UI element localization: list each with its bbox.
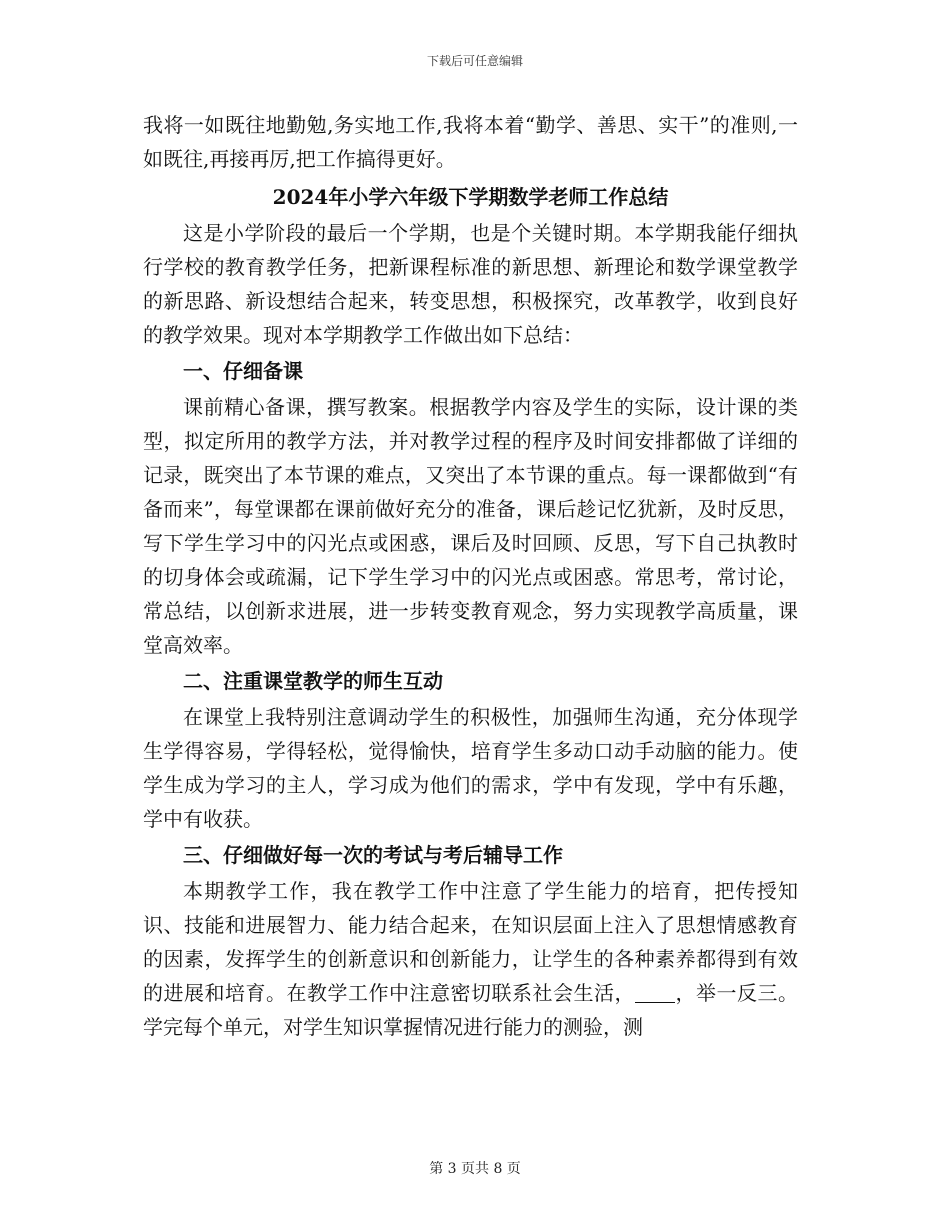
- page-footer: 第 3 页共 8 页: [429, 1161, 521, 1177]
- section-body-2: 在课堂上我特别注意调动学生的积极性，加强师生沟通，充分体现学生学得容易，学得轻松，觉得愉快，培育学生多动口动手动脑的能力。使学生成为学习的主人，学习成为他们的需求，学中有发现，学中有乐趣，学中有收获。: [143, 705, 798, 831]
- page-header: 下载后可任意编辑: [426, 54, 523, 68]
- section-body-3: [143, 874, 798, 1044]
- section-body-1: 课前精心备课，撰写教案。根据教学内容及学生的实际，设计课的类型，拟定所用的教学方法，并对教学过程的程序及时间安排都做了详细的记录，既突出了本节课的难点，又突出了本节课的重点。每一课都做到“有备而来”，每堂课都在课前做好充分的准备，课后趁记忆犹新，及时反思，写下学生学习中的闪光点或困惑，课后及时回顾、反思，写下自己执教时的切身体会或疏漏，记下学生学习中的闪光点或困惑。常思考，常讨论，常总结，以创新求进展，进一步转变教育观念，努力实现教学高质量，课堂高效率。: [143, 395, 798, 657]
- opening-paragraph: 这是小学阶段的最后一个学期，也是个关键时期。本学期我能仔细执行学校的教育教学任务，把新课程标准的新思想、新理论和数学课堂教学的新思路、新设想结合起来，转变思想，积极探究，改革教学，收到良好的教学效果。现对本学期教学工作做出如下总结：: [143, 221, 798, 347]
- section-body-3-part-1: 本期教学工作，我在教学工作中注意了学生能力的培育，把传授知识、技能和进展智力、能力结合起来，在知识层面上注入了思想情感教育的因素，发挥学生的创新意识和创新能力，让学生的各种素养都得到有效的进展和培育。在教学工作中注意密切联系社会生活，: [143, 879, 798, 1005]
- section-body-3-part-2: ，举一反三。学完每个单元，对学生知识掌握情况进行能力的测验，测: [143, 981, 798, 1039]
- section-heading-1: 一、仔细备课: [183, 359, 303, 383]
- document-title: 2024年小学六年级下学期数学老师工作总结: [272, 185, 669, 209]
- document-body: [143, 108, 798, 1044]
- section-heading-3: 三、仔细做好每一次的考试与考后辅导工作: [183, 843, 563, 867]
- intro-paragraph: 我将一如既往地勤勉,务实地工作,我将本着“勤学、善思、实干”的准则,一如既往,再接再厉,把工作搞得更好。: [143, 113, 798, 171]
- section-heading-2: 二、注重课堂教学的师生互动: [183, 669, 443, 693]
- fill-in-blank: [635, 982, 675, 1003]
